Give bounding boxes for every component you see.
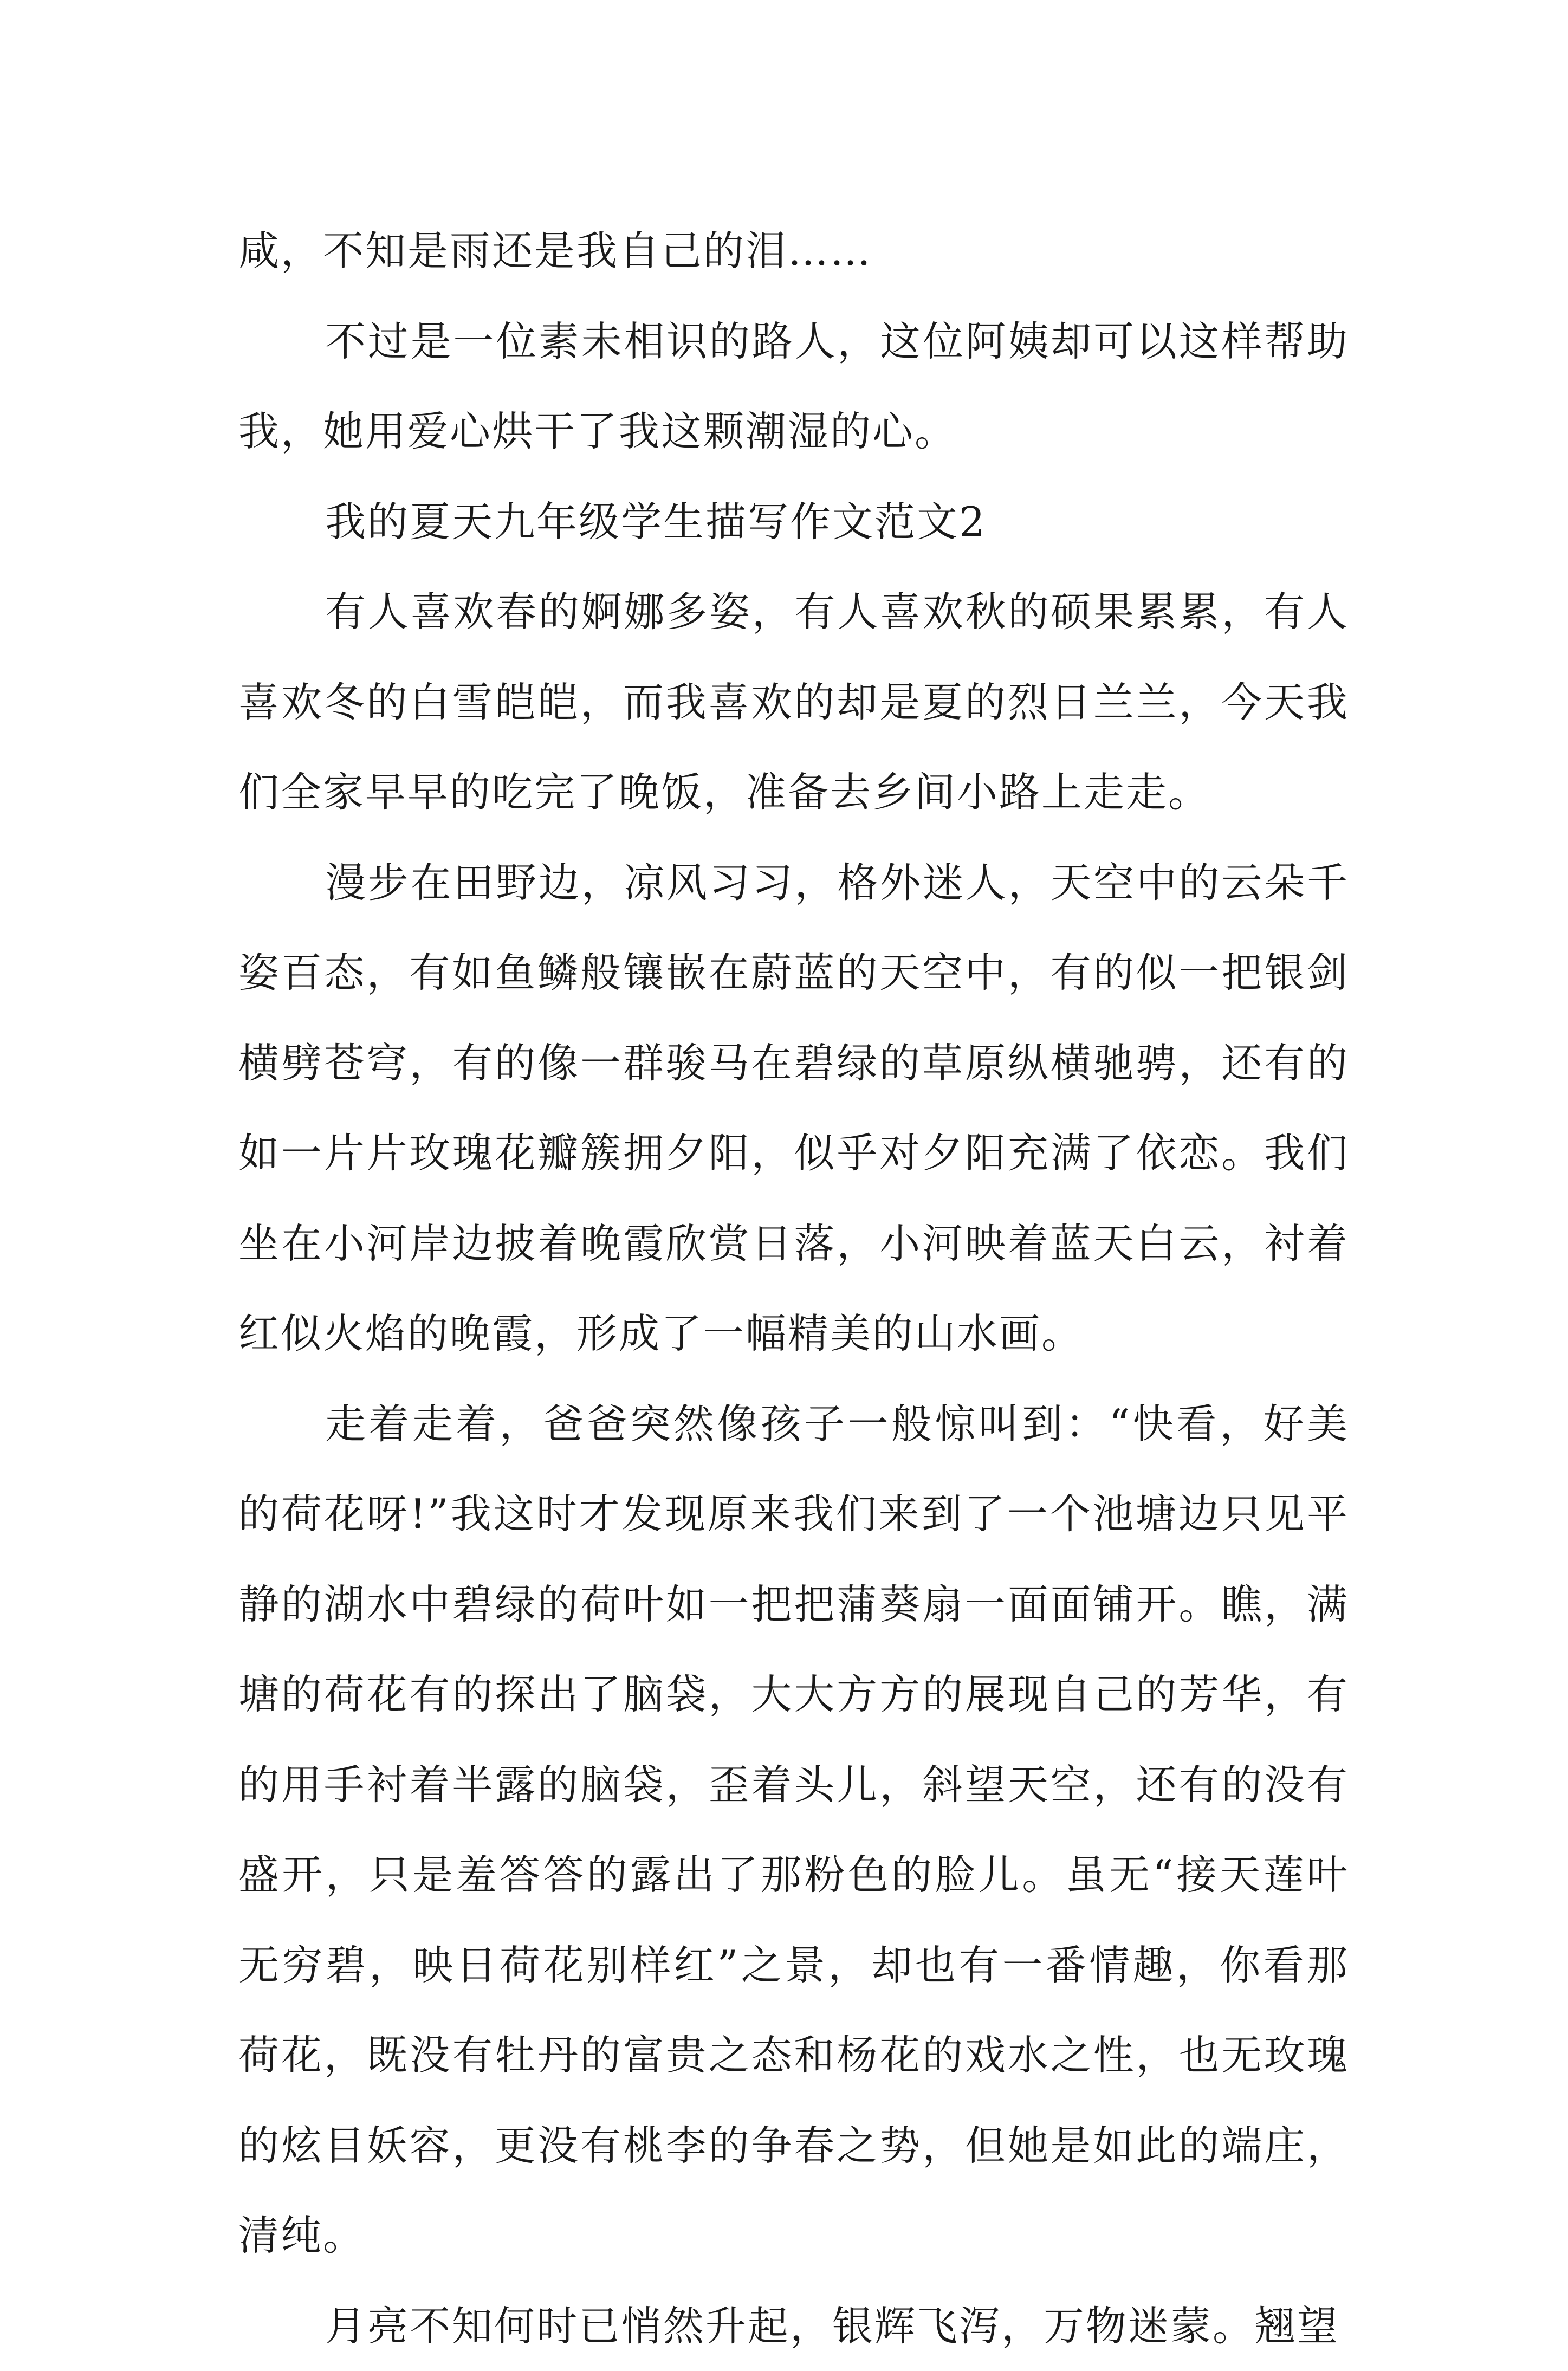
paragraph-3: 有人喜欢春的婀娜多姿，有人喜欢秋的硕果累累，有人喜欢冬的白雪皑皑，而我喜欢的却是夏的烈日兰兰，今天我们全家早早的吃完了晚饭，准备去乡间小路上走走。 [238,567,1349,838]
paragraph-4: 漫步在田野边，凉风习习，格外迷人，天空中的云朵千姿百态，有如鱼鳞般镶嵌在蔚蓝的天空中，有的似一把银剑横劈苍穹，有的像一群骏马在碧绿的草原纵横驰骋，还有的如一片片玫瑰花瓣簇拥夕阳，似乎对夕阳充满了依恋。我们坐在小河岸边披着晚霞欣赏日落，小河映着蓝天白云，衬着红似火焰的晚霞，形成了一幅精美的山水画。 [238,838,1349,1379]
paragraph-1: 咸，不知是雨还是我自己的泪…… [238,206,1349,296]
paragraph-6: 月亮不知何时已悄然升起，银辉飞泻，万物迷蒙。翘望 [238,2281,1349,2371]
section-heading: 我的夏天九年级学生描写作文范文2 [238,477,1349,567]
paragraph-5: 走着走着，爸爸突然像孩子一般惊叫到：“快看，好美的荷花呀!”我这时才发现原来我们来到了一个池塘边只见平静的湖水中碧绿的荷叶如一把把蒲葵扇一面面铺开。瞧，满塘的荷花有的探出了脑袋，大大方方的展现自己的芳华，有的用手衬着半露的脑袋，歪着头儿，斜望天空，还有的没有盛开，只是羞答答的露出了那粉色的脸儿。虽无“接天莲叶无穷碧，映日荷花别样红”之景，却也有一番情趣，你看那荷花，既没有牡丹的富贵之态和杨花的戏水之性，也无玫瑰的炫目妖容，更没有桃李的争春之势，但她是如此的端庄，清纯。 [238,1379,1349,2281]
body-text [238,206,1349,2371]
paragraph-2: 不过是一位素未相识的路人，这位阿姨却可以这样帮助我，她用爱心烘干了我这颗潮湿的心。 [238,296,1349,477]
